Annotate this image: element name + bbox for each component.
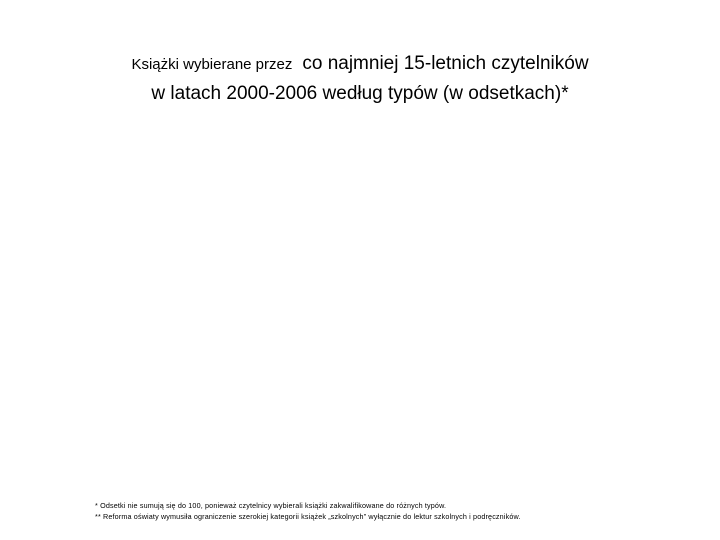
slide-title-line-2: w latach 2000-2006 według typów (w odsetkach)*	[151, 83, 569, 104]
footnotes	[95, 500, 695, 522]
title-prefix: Książki wybierane przez	[131, 56, 293, 73]
footnote-percentages: * Odsetki nie sumują się do 100, ponieważ czytelnicy wybierali książki zakwalifikowane do różnych typów.	[95, 501, 447, 510]
footnote-reform: ** Reforma oświaty wymusiła ograniczenie szerokiej kategorii książek „szkolnych” wyłącznie do lektur szkolnych i podręczników.	[95, 512, 521, 521]
title-main: co najmniej 15-letnich czytelników	[302, 53, 589, 74]
slide-title-line-1	[0, 52, 720, 77]
